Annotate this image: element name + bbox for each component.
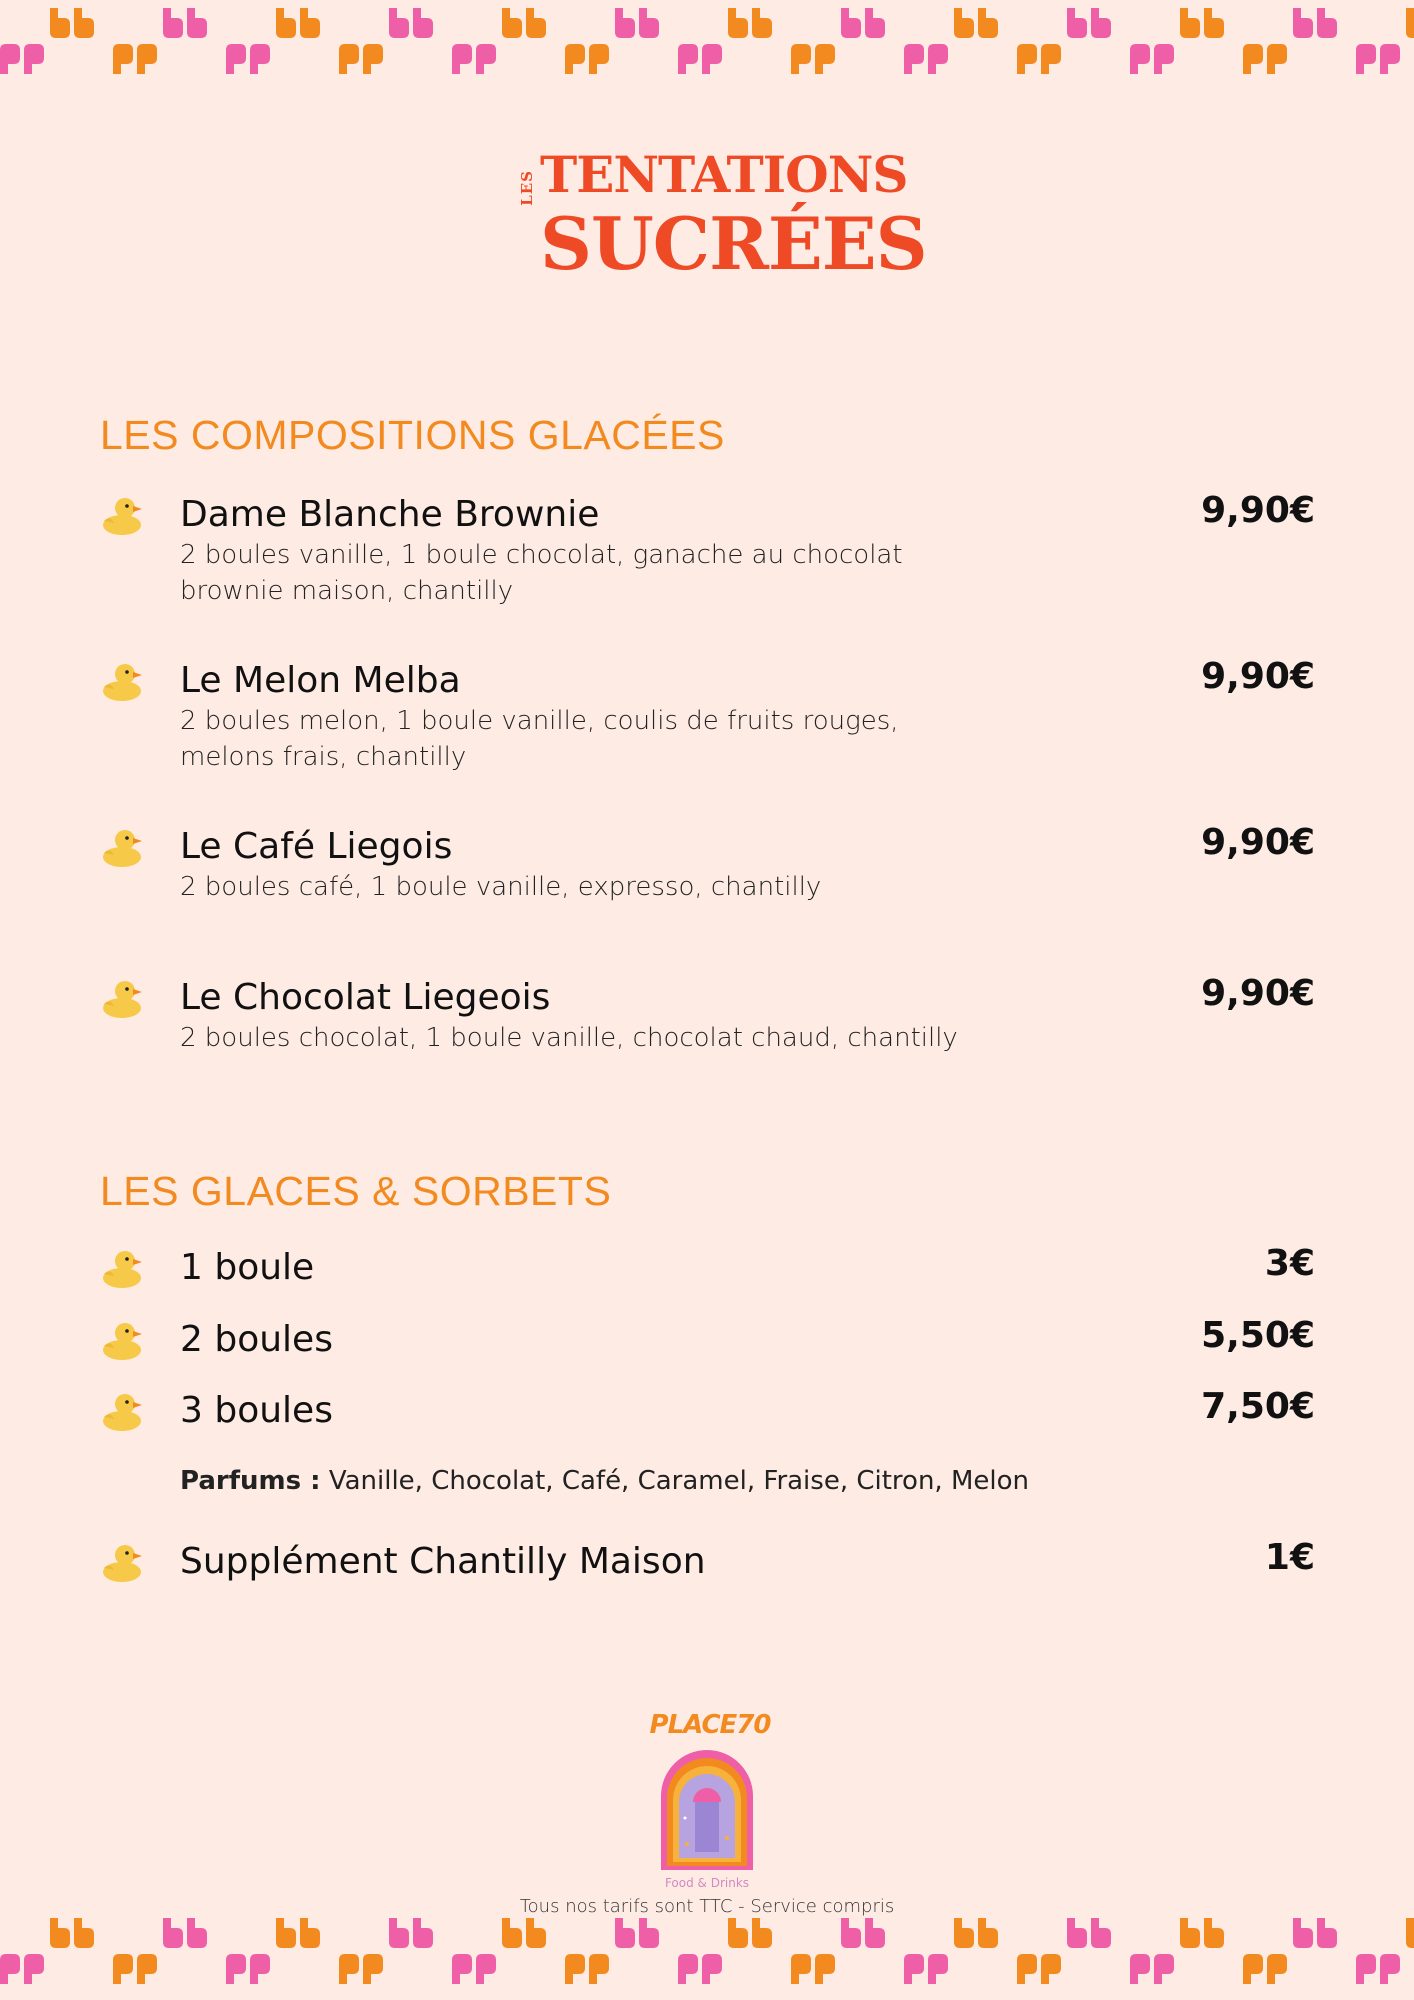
pattern-motif [502,1918,546,1948]
item-description-line: brownie maison, chantilly [180,576,514,606]
logo-tagline: Food & Drinks [664,1876,750,1890]
pattern-motif [163,1918,207,1948]
pattern-motif [678,1954,722,1984]
pattern-motif [678,44,722,74]
pattern-motif [1356,44,1400,74]
pattern-motif [1067,1918,1111,1948]
item-price: 9,90€ [1201,656,1315,697]
pattern-motif [1017,44,1061,74]
pattern-motif [791,44,835,74]
duck-icon [100,976,144,1020]
brand-logo [627,1710,787,1890]
pattern-motif [1067,8,1111,38]
pattern-motif [339,44,383,74]
flavours-list [180,1466,1029,1496]
pattern-motif [728,8,772,38]
pattern-motif [452,44,496,74]
pattern-motif [113,1954,157,1984]
duck-icon [100,1246,144,1290]
duck-icon [100,825,144,869]
pattern-motif [276,1918,320,1948]
pattern-motif [954,1918,998,1948]
pattern-motif [1243,1954,1287,1984]
pattern-motif [389,1918,433,1948]
item-description-line: 2 boules vanille, 1 boule chocolat, ganache au chocolat [180,540,903,570]
pattern-motif [1017,1954,1061,1984]
section-title-glaces: LES GLACES & SORBETS [100,1168,612,1214]
item-description-line: melons frais, chantilly [180,742,467,772]
item-name: Le Chocolat Liegeois [180,977,551,1018]
pattern-motif [389,8,433,38]
duck-icon [100,1540,144,1584]
pattern-motif [1130,44,1174,74]
pattern-motif [841,8,885,38]
flavours-label: Parfums : [180,1466,321,1496]
pattern-motif [1180,1918,1224,1948]
item-name: 2 boules [180,1319,333,1360]
pattern-motif [163,8,207,38]
item-price: 9,90€ [1201,490,1315,531]
pattern-motif [1293,8,1337,38]
pattern-motif [0,1954,44,1984]
pattern-motif [728,1918,772,1948]
item-name: Supplément Chantilly Maison [180,1541,706,1582]
bottom-pattern-border [0,1910,1414,2000]
item-price: 5,50€ [1201,1315,1315,1356]
item-price: 3€ [1264,1243,1315,1284]
pattern-motif [615,8,659,38]
top-pattern-border [0,0,1414,90]
pattern-motif [502,8,546,38]
item-price: 7,50€ [1201,1386,1315,1427]
pattern-motif [1130,1954,1174,1984]
pattern-motif [565,44,609,74]
title-line-1: TENTATIONS [540,145,908,204]
pattern-motif [113,44,157,74]
pattern-motif [904,44,948,74]
arch-logo-icon [657,1748,757,1870]
item-description-line: 2 boules café, 1 boule vanille, expresso, chantilly [180,872,822,902]
item-description-line: 2 boules melon, 1 boule vanille, coulis de fruits rouges, [180,706,899,736]
item-name: 1 boule [180,1247,315,1288]
page-title [500,145,927,290]
logo-wordmark: PLACE70 [649,1710,771,1740]
duck-icon [100,1318,144,1362]
pattern-motif [904,1954,948,1984]
pattern-motif [1243,44,1287,74]
pattern-motif [339,1954,383,1984]
duck-icon [100,659,144,703]
pattern-motif [615,1918,659,1948]
pattern-icon [0,1910,1414,2000]
pattern-motif [0,44,44,74]
item-name: Le Melon Melba [180,660,461,701]
duck-icon [100,493,144,537]
flavours-values: Vanille, Chocolat, Café, Caramel, Fraise, Citron, Melon [328,1466,1029,1496]
pattern-motif [276,8,320,38]
pattern-motif [841,1918,885,1948]
item-price: 9,90€ [1201,822,1315,863]
section-title-compositions: LES COMPOSITIONS GLACÉES [100,412,725,458]
pattern-motif [565,1954,609,1984]
item-name: 3 boules [180,1390,333,1431]
pattern-motif [1180,8,1224,38]
pattern-motif [954,8,998,38]
item-price: 9,90€ [1201,973,1315,1014]
pattern-motif [1406,8,1414,38]
pattern-motif [50,8,94,38]
pattern-motif [452,1954,496,1984]
pattern-motif [226,1954,270,1984]
item-description [180,1020,1080,1056]
item-name: Dame Blanche Brownie [180,494,600,535]
item-description [180,703,1080,775]
title-prefix: LES [518,170,536,206]
item-price: 1€ [1264,1537,1315,1578]
pattern-motif [226,44,270,74]
item-name: Le Café Liegois [180,826,453,867]
item-description-line: 2 boules chocolat, 1 boule vanille, chocolat chaud, chantilly [180,1023,958,1053]
pattern-motif [1293,1918,1337,1948]
pattern-motif [1406,1918,1414,1948]
title-line-2: SUCRÉES [540,201,927,286]
duck-icon [100,1389,144,1433]
pattern-motif [791,1954,835,1984]
pattern-motif [50,1918,94,1948]
footer-note: Tous nos tarifs sont TTC - Service compris [519,1896,895,1917]
pattern-motif [1356,1954,1400,1984]
item-description [180,537,1080,609]
pattern-icon [0,0,1414,90]
item-description [180,869,1080,905]
